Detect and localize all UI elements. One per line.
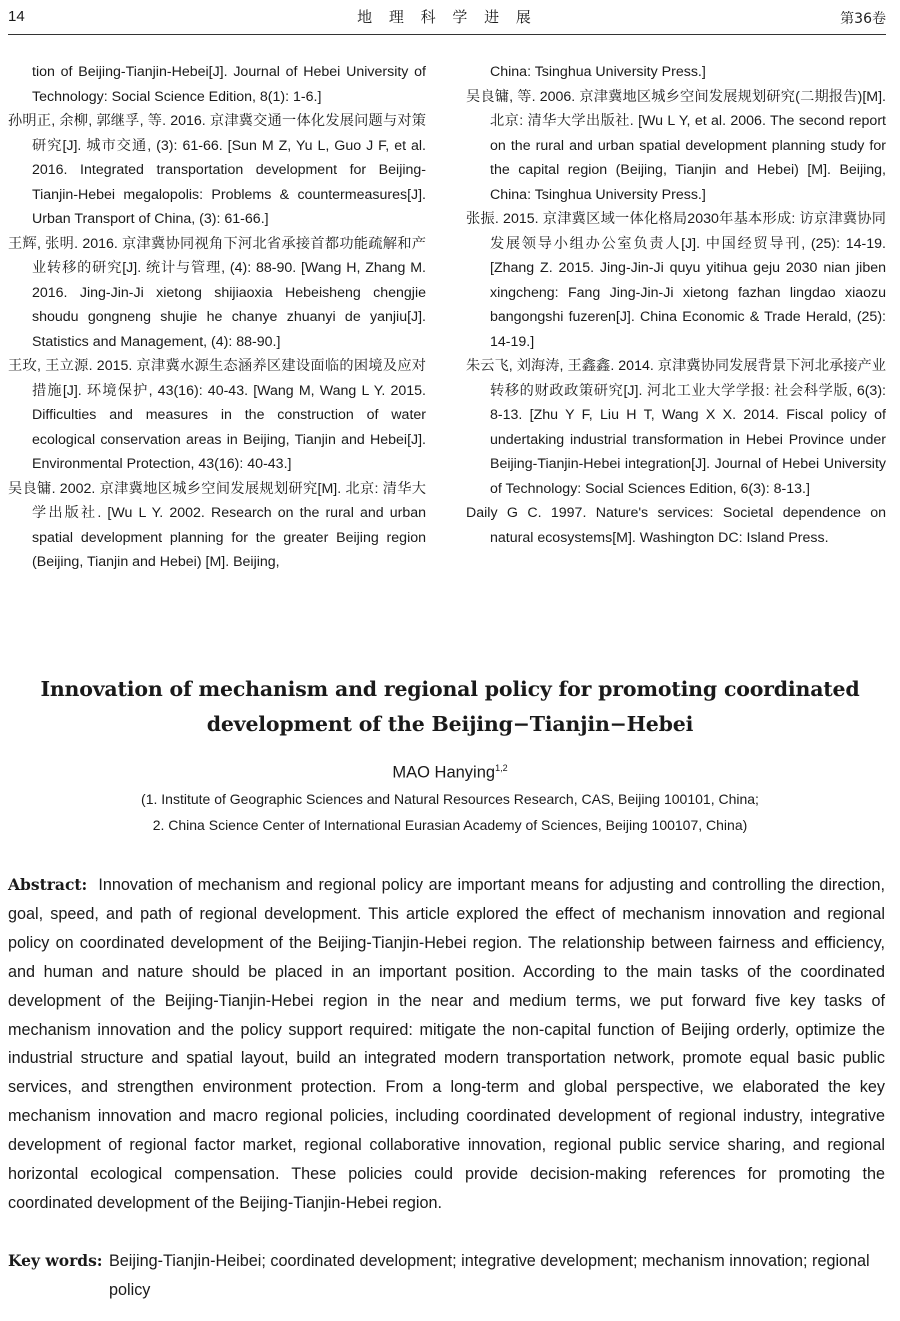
affiliation-1: (1. Institute of Geographic Sciences and Natural Resources Research, CAS, Beijing 100101, China;: [141, 791, 759, 807]
reference-entry: 王辉, 张明. 2016. 京津冀协同视角下河北省承接首都功能疏解和产业转移的研究[J]. 统计与管理, (4): 88-90. [Wang H, Zhang M. 2016. Jing-Jin-Ji xietong shijiaoxia Hebeisheng chengjie shoudu gongneng shujie he chanye zhuanyi de yanjiu[J]. Statistics and Management, (4): 88-90.]: [8, 235, 426, 350]
keywords-label: Key words:: [8, 1251, 103, 1270]
title-line-1: Innovation of mechanism and regional policy for promoting coordinated: [40, 677, 860, 701]
reference-entry: 孙明正, 余柳, 郭继孚, 等. 2016. 京津冀交通一体化发展问题与对策研究[J]. 城市交通, (3): 61-66. [Sun M Z, Yu L, Guo J F, et al. 2016. Integrated transportation development for Beijing-Tianjin-Hebei megalopolis: Problems & countermeasures[J]. Urban Transport of China, (3): 61-66.]: [8, 113, 426, 227]
abstract: [8, 871, 885, 1218]
title-line-2: development of the Beijing−Tianjin−Hebei: [206, 712, 694, 736]
references-left-column: [8, 60, 426, 575]
abstract-text: Innovation of mechanism and regional policy are important means for adjusting and controlling the direction, goal, speed, and path of regional development. This article explored the effect of mechanism innovation and regional policy on coordinated development of the Beijing-Tianjin-Hebei region. The relationship between fairness and efficiency, and human and nature should be placed in an important position. According to the main tasks of the coordinated development of the Beijing-Tianjin-Hebei region in the near and medium terms, we put forward five key tasks of mechanism innovation and the policy support required: mitigate the non-capital function of Beijing orderly, optimize the industrial structure and spatial layout, build an integrated modern transportation network, promote equal basic public services, and strengthen environment protection. From a long-term and global perspective, we elaborated the key mechanism innovation and macro regional policies, including coordinated development of regional industry, integrative development of regional factor market, regional collaborative innovation, regional public service sharing, and regional horizontal ecological compensation. These policies could provide decision-making references for promoting the coordinated development of the Beijing-Tianjin-Hebei region.: [8, 876, 886, 1212]
reference-entry: China: Tsinghua University Press.]: [490, 64, 706, 80]
affiliation-2: 2. China Science Center of International Eurasian Academy of Sciences, Beijing 100107, China): [152, 817, 748, 833]
reference-entry: 张振. 2015. 京津冀区域一体化格局2030年基本形成: 访京津冀协同发展领导小组办公室负责人[J]. 中国经贸导刊, (25): 14-19. [Zhang Z. 2015. Jing-Jin-Ji quyu yitihua geju 2030 nian jiben xingcheng: Fang Jing-Jin-Ji xietong fazhan lingdao xiaozu bangongshi fuzeren[J]. China Economic & Trade Herald, (25): 14-19.]: [466, 211, 886, 350]
author-affiliation-marks: 1,2: [495, 763, 508, 773]
article-title: [20, 672, 880, 742]
reference-entry: 朱云飞, 刘海涛, 王鑫鑫. 2014. 京津冀协同发展背景下河北承接产业转移的财政政策研究[J]. 河北工业大学学报: 社会科学版, 6(3): 8-13. [Zhu Y F, Liu H T, Wang X X. 2014. Fiscal policy of undertaking industrial transformation in Hebei Province under Beijing-Tianjin-Hebei integration[J]. Journal of Hebei University of Technology: Social Sciences Edition, 6(3): 8-13.]: [466, 358, 886, 497]
page-number: 14: [8, 8, 25, 25]
running-header: [8, 2, 886, 32]
reference-entry: Daily G C. 1997. Nature's services: Societal dependence on natural ecosystems[M]. Washington DC: Island Press.: [466, 505, 886, 546]
header-divider: [8, 34, 886, 35]
author-name: MAO Hanying: [392, 763, 496, 782]
keywords-text: Beijing-Tianjin-Heibei; coordinated development; integrative development; mechanism innovation; regional policy: [109, 1252, 870, 1299]
keywords: [8, 1247, 885, 1305]
reference-entry: 王玫, 王立源. 2015. 京津冀水源生态涵养区建设面临的困境及应对措施[J]. 环境保护, 43(16): 40-43. [Wang M, Wang L Y. 2015. Difficulties and measures in the construction of water ecological conservation areas in Beijing, Tianjin and Hebei[J]. Environmental Protection, 43(16): 40-43.]: [8, 358, 426, 472]
journal-name: 地 理 科 学 进 展: [357, 8, 537, 26]
author: [0, 763, 900, 783]
reference-entry: tion of Beijing-Tianjin-Hebei[J]. Journal of Hebei University of Technology: Social Science Edition, 8(1): 1-6.]: [32, 64, 426, 105]
volume-label: 第36卷: [840, 11, 886, 27]
reference-entry: 吴良镛, 等. 2006. 京津冀地区城乡空间发展规划研究(二期报告)[M]. 北京: 清华大学出版社. [Wu L Y, et al. 2006. The second report on the rural and urban spatial development planning study for the capital region (Beijing, Tianjin and Hebei) [M]. Beijing, China: Tsinghua University Press.]: [466, 88, 886, 203]
references-right-column: [466, 60, 886, 550]
abstract-label: Abstract:: [8, 875, 88, 894]
reference-entry: 吴良镛. 2002. 京津冀地区城乡空间发展规划研究[M]. 北京: 清华大学出版社. [Wu L Y. 2002. Research on the rural and urban spatial development planning for the greater Beijing region (Beijing, Tianjin and Hebei) [M]. Beijing,: [8, 480, 426, 570]
